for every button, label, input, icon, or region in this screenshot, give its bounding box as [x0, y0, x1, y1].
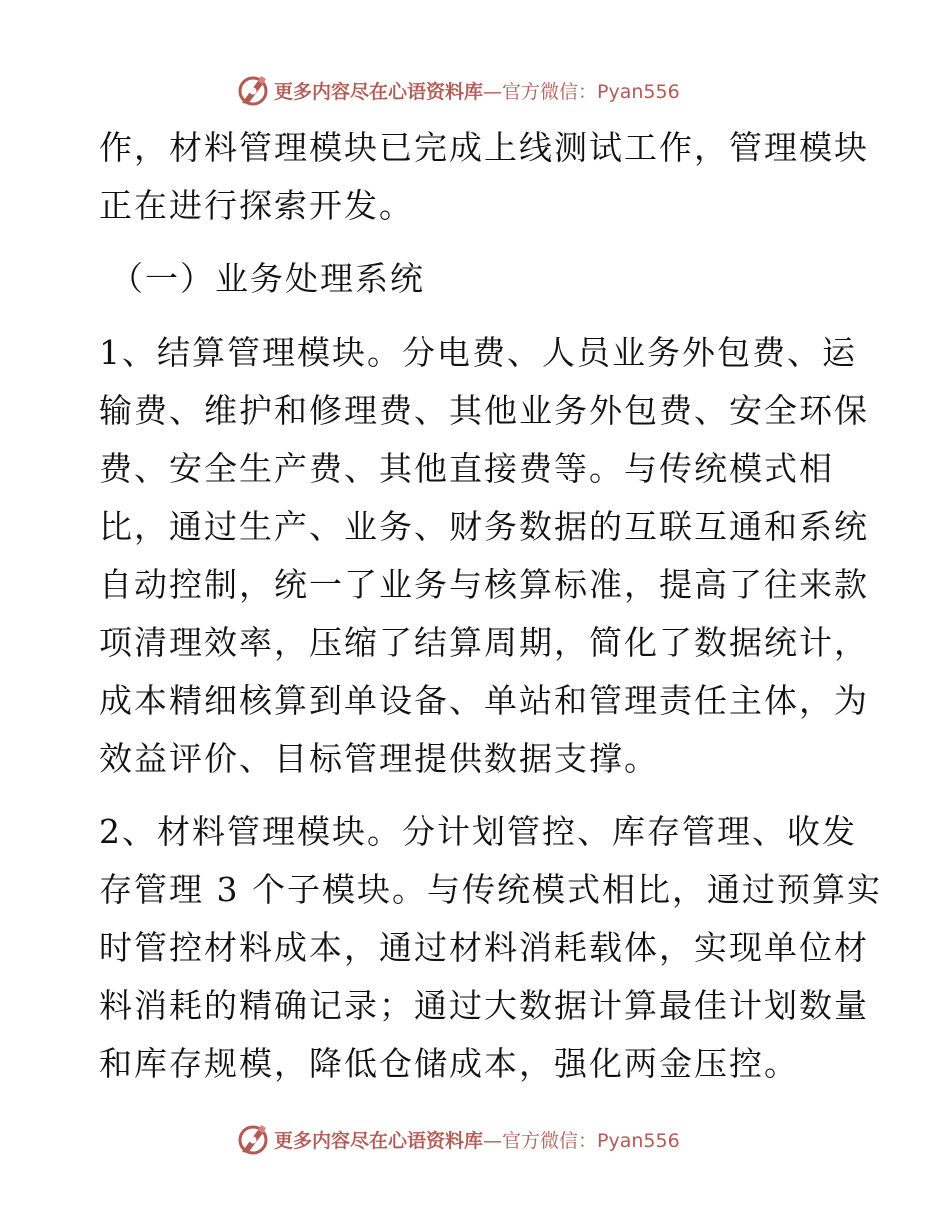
footer-brand-text: 更多内容尽在心语资料库	[274, 1129, 484, 1152]
text-line: 费、安全生产费、其他直接费等。与传统模式相	[99, 449, 834, 488]
text-line: 存管理 3 个子模块。与传统模式相比，通过预算实	[99, 870, 882, 909]
text-line: 时管控材料成本，通过材料消耗载体，实现单位材	[99, 928, 869, 967]
text-line: 2、材料管理模块。分计划管控、库存管理、收发	[99, 812, 857, 851]
footer-contact-text: —官方微信：Pyan556	[483, 1129, 680, 1152]
text-line: 输费、维护和修理费、其他业务外包费、安全环保	[99, 391, 869, 430]
pen-circle-logo-icon	[236, 1122, 270, 1156]
text-line: 项清理效率，压缩了结算周期，简化了数据统计，	[99, 623, 869, 662]
text-line: 自动控制，统一了业务与核算标准，提高了往来款	[99, 565, 869, 604]
text-line: 效益评价、目标管理提供数据支撑。	[99, 739, 659, 778]
header-brand-text: 更多内容尽在心语资料库	[274, 80, 484, 103]
text-line: 成本精细核算到单设备、单站和管理责任主体，为	[99, 681, 869, 720]
text-line: 和库存规模，降低仓储成本，强化两金压控。	[99, 1044, 799, 1083]
text-line: 料消耗的精确记录；通过大数据计算最佳计划数量	[99, 986, 869, 1025]
footer-watermark	[236, 1121, 756, 1157]
section-heading: （一）业务处理系统	[110, 259, 425, 298]
pen-circle-logo-icon	[236, 73, 270, 107]
text-line: 正在进行探索开发。	[99, 186, 414, 225]
text-line: 作，材料管理模块已完成上线测试工作，管理模块	[99, 128, 869, 167]
text-line: 1、结算管理模块。分电费、人员业务外包费、运	[99, 333, 857, 372]
text-line: 比，通过生产、业务、财务数据的互联互通和系统	[99, 507, 869, 546]
header-watermark	[236, 72, 756, 108]
header-contact-text: —官方微信：Pyan556	[483, 80, 680, 103]
